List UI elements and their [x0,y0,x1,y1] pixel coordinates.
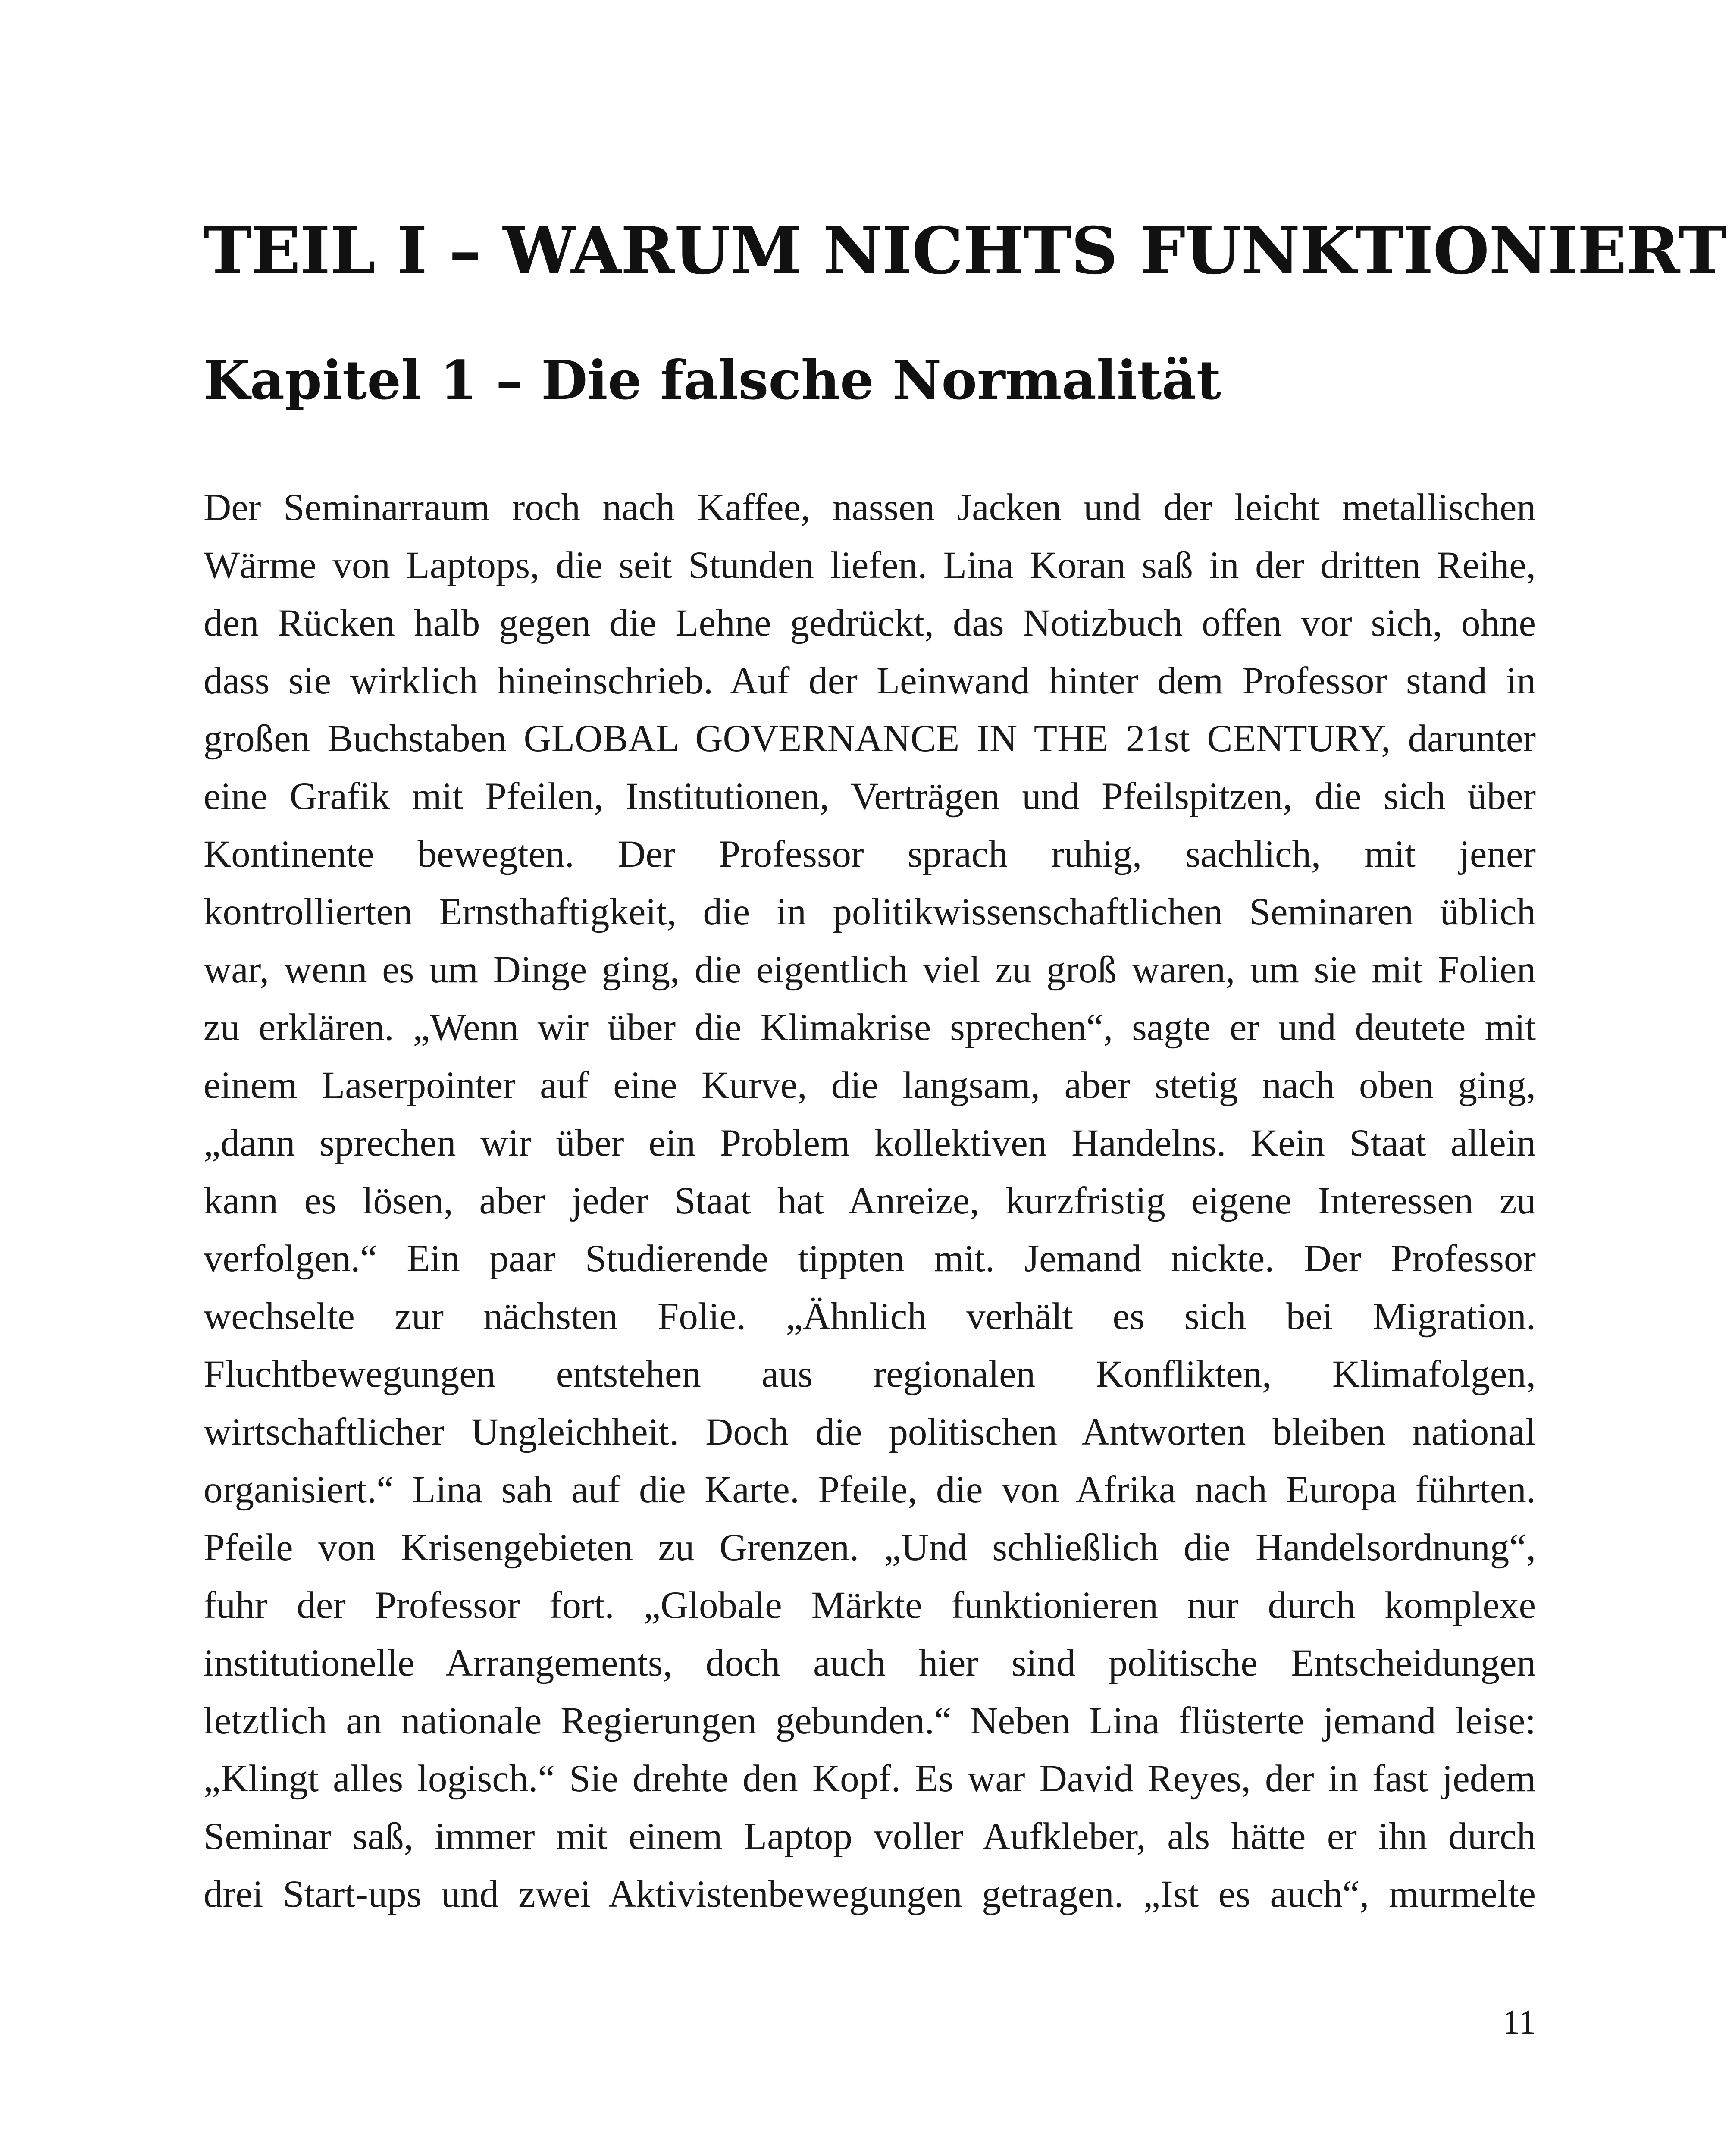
text-line: den Rücken halb gegen die Lehne gedrückt, das Notizbuch offen vor sich, ohne [204,602,1536,644]
part-title: TEIL I – WARUM NICHTS FUNKTIONIERT [204,213,1726,289]
text-line: zu erklären. „Wenn wir über die Klimakrise sprechen“, sagte er und deutete mit [204,1006,1536,1049]
text-line: Kontinente bewegten. Der Professor sprach ruhig, sachlich, mit jener [204,833,1536,875]
text-line: war, wenn es um Dinge ging, die eigentlich viel zu groß waren, um sie mit Folien [204,949,1536,991]
page-number: 11 [1502,2003,1536,2041]
chapter-title: Kapitel 1 – Die falsche Normalität [204,349,1221,412]
text-line: Fluchtbewegungen entstehen aus regionalen Konflikten, Klimafolgen, [204,1353,1536,1395]
text-line: verfolgen.“ Ein paar Studierende tippten mit. Jemand nickte. Der Professor [204,1238,1536,1280]
text-line: „Klingt alles logisch.“ Sie drehte den Kopf. Es war David Reyes, der in fast jedem [204,1758,1536,1800]
text-line: großen Buchstaben GLOBAL GOVERNANCE IN THE 21st CENTURY, darunter [204,718,1536,760]
text-line: organisiert.“ Lina sah auf die Karte. Pfeile, die von Afrika nach Europa führten. [204,1469,1536,1511]
text-line: wechselte zur nächsten Folie. „Ähnlich verhält es sich bei Migration. [204,1295,1536,1338]
body-paragraph [204,479,1536,1923]
text-line: kontrollierten Ernsthaftigkeit, die in politikwissenschaftlichen Seminaren üblich [204,891,1536,933]
text-line: fuhr der Professor fort. „Globale Märkte funktionieren nur durch komplexe [204,1584,1536,1626]
text-line: „dann sprechen wir über ein Problem kollektiven Handelns. Kein Staat allein [204,1122,1536,1164]
text-line: Pfeile von Krisengebieten zu Grenzen. „Und schließlich die Handelsordnung“, [204,1526,1536,1569]
text-line: wirtschaftlicher Ungleichheit. Doch die politischen Antworten bleiben national [204,1411,1536,1453]
text-line: Wärme von Laptops, die seit Stunden liefen. Lina Koran saß in der dritten Reihe, [204,544,1536,586]
text-line: einem Laserpointer auf eine Kurve, die langsam, aber stetig nach oben ging, [204,1064,1536,1106]
text-line: letztlich an nationale Regierungen gebunden.“ Neben Lina flüsterte jemand leise: [204,1700,1536,1742]
text-line: institutionelle Arrangements, doch auch hier sind politische Entscheidungen [204,1642,1536,1684]
text-line: drei Start-ups und zwei Aktivistenbewegungen getragen. „Ist es auch“, murmelte [204,1873,1536,1915]
text-line: kann es lösen, aber jeder Staat hat Anreize, kurzfristig eigene Interessen zu [204,1180,1536,1222]
text-line: dass sie wirklich hineinschrieb. Auf der Leinwand hinter dem Professor stand in [204,660,1536,702]
text-line: Der Seminarraum roch nach Kaffee, nassen Jacken und der leicht metallischen [204,486,1536,529]
text-line: eine Grafik mit Pfeilen, Institutionen, Verträgen und Pfeilspitzen, die sich über [204,775,1536,818]
text-line: Seminar saß, immer mit einem Laptop voller Aufkleber, als hätte er ihn durch [204,1815,1536,1858]
